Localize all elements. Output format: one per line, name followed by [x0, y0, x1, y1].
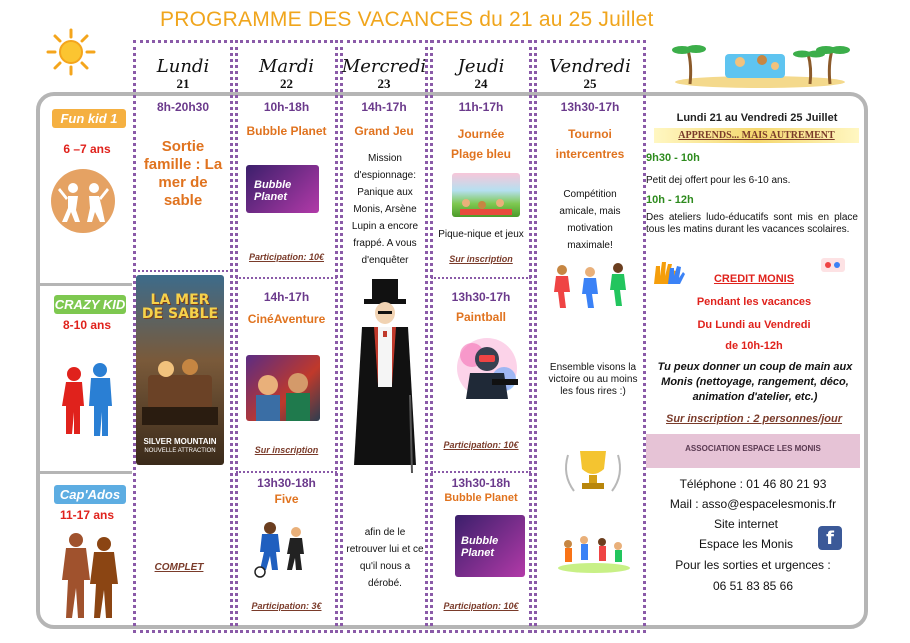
activity-name: Paintball [455, 310, 506, 324]
day-header: Jeudi [457, 56, 505, 77]
participation: Participation: 10€ [443, 601, 519, 611]
status-complet: COMPLET [154, 562, 204, 573]
image-bubble-planet [246, 165, 319, 213]
poster-subtitle2: NOUVELLE ATTRACTION [144, 448, 216, 454]
image-bubble-planet [455, 515, 525, 577]
participation: Participation: 10€ [443, 440, 519, 450]
time-slot: 13h30-18h [451, 476, 511, 490]
bubble-logo: Bubble Planet [461, 535, 499, 559]
time-slot: 14h-17h [263, 290, 310, 304]
poster-art [142, 345, 218, 425]
kids-jumping-icon [50, 168, 116, 234]
time-breakfast: 9h30 - 10h [646, 152, 700, 164]
assoc-banner [646, 434, 860, 468]
image-plage-bleu [452, 173, 520, 217]
participation: Sur inscription [254, 445, 319, 455]
urgences-label: Pour les sorties et urgences : [675, 558, 831, 572]
cell-separator [431, 471, 531, 473]
site-name: Espace les Monis [698, 537, 794, 551]
day-header: Lundi [156, 56, 210, 77]
activity-name: Tournoi intercentres [555, 127, 625, 161]
time-slot: 13h30-18h [257, 476, 316, 490]
teens-silhouette-icon [58, 530, 122, 622]
sun-icon [46, 28, 96, 76]
day-number: 25 [583, 76, 597, 91]
credit-line: Pendant les vacances [696, 296, 812, 308]
group-label-funkid: Fun kid 1 [52, 109, 126, 128]
activity-description: Pique-nique et jeux [438, 229, 524, 240]
participation: Participation: 3€ [251, 601, 322, 611]
day-header: Vendredi [549, 56, 631, 77]
credit-help-text: Tu peux donner un coup de main aux Monis (nettoyage, rangement, déco, animation d'atelier, etc.) [657, 361, 853, 403]
bubble-logo: Bubble Planet [254, 179, 292, 203]
day-number: 21 [176, 76, 190, 91]
group-ages: 11-17 ans [59, 508, 115, 522]
kids-running-icon [550, 262, 634, 312]
image-paintball [452, 335, 522, 401]
poster-subtitle: SILVER MOUNTAIN [143, 437, 217, 446]
facebook-icon[interactable]: f [818, 526, 842, 550]
email: Mail : asso@espacelesmonis.fr [669, 497, 837, 511]
day-header: Mardi [258, 56, 315, 77]
phone: Téléphone : 01 46 80 21 93 [679, 477, 827, 491]
trophy-icon [558, 445, 628, 495]
day-number: 22 [280, 76, 293, 91]
beach-palm-illustration [670, 40, 850, 88]
time-slot: 13h30-17h [451, 290, 511, 304]
activity-description: Mission d'espionnage: Panique aux Monis, Arsène Lupin a encore frappé. A vous d'enquêter [351, 153, 419, 266]
poster-mer-de-sable [136, 275, 224, 465]
day-number: 24 [474, 76, 488, 91]
time-slot: 10h-18h [263, 100, 310, 114]
activity-description: Ensemble visons la victoire ou au moins les fous rires :) [548, 362, 638, 397]
time-slot: 11h-17h [458, 100, 504, 114]
activity-name: Five [274, 492, 299, 506]
activity-name: Grand Jeu [354, 124, 414, 138]
activity-name: Sortie famille : La mer de sable [143, 138, 223, 209]
participation: Participation: 10€ [248, 252, 325, 262]
site-label: Site internet [713, 517, 779, 531]
breakfast-desc: Petit dej offert pour les 6-10 ans. [646, 175, 791, 186]
hands-small-icon [820, 256, 846, 274]
time-slot: 14h-17h [361, 100, 407, 114]
group-ages: 8-10 ans [62, 318, 112, 332]
soccer-players-icon [252, 520, 312, 578]
info-header: Lundi 21 au Vendredi 25 Juillet [676, 112, 838, 124]
ateliers-desc: Des ateliers ludo-éducatifs sont mis en place tous les matins durant les vacances scolaires. [646, 212, 858, 235]
page-title: PROGRAMME DES VACANCES du 21 au 25 Juillet [160, 8, 654, 31]
arsene-lupin-illustration [350, 275, 420, 475]
kids-silhouette-icon [58, 362, 118, 438]
cell-separator [431, 277, 531, 279]
row-separator [40, 283, 132, 286]
credit-monis-title: CREDIT MONIS [713, 273, 795, 285]
activity-description: Compétition amicale, mais motivation maximale! [559, 189, 621, 251]
row-separator [40, 471, 132, 474]
image-cine-aventure [246, 355, 320, 421]
activity-name: Journée Plage bleu [450, 127, 512, 161]
assoc-name: ASSOCIATION ESPACE LES MONIS [685, 444, 821, 453]
activity-name: Bubble Planet [246, 124, 327, 138]
cell-separator [134, 270, 232, 272]
time-slot: 8h-20h30 [156, 100, 210, 114]
group-kids-playing-icon [556, 522, 632, 574]
activity-description: afin de le retrouver lui et ce qu'il nous a dérobé. [346, 527, 424, 589]
group-label-capados: Cap'Ados [54, 485, 126, 504]
credit-line: de 10h-12h [725, 340, 783, 352]
time-slot: 13h30-17h [560, 100, 620, 114]
day-number: 23 [377, 76, 391, 91]
cell-separator [236, 471, 337, 473]
group-ages: 6 –7 ans [63, 142, 111, 156]
credit-inscription: Sur inscription : 2 personnes/jour [665, 413, 843, 425]
cell-separator [236, 277, 337, 279]
urgences-phone: 06 51 83 85 66 [712, 579, 794, 593]
time-ateliers: 10h - 12h [646, 194, 694, 206]
day-header: Mercredi [341, 56, 427, 77]
participation: Sur inscription [449, 254, 513, 264]
poster-title: LA MER DE SABLE [141, 292, 219, 322]
group-label-crazykid: CRAZY KID [54, 297, 126, 312]
credit-line: Du Lundi au Vendredi [697, 319, 811, 331]
activity-name: CinéAventure [247, 312, 326, 326]
activity-name: Bubble Planet [444, 492, 518, 504]
banner-apprends: APPRENDS... MAIS AUTREMENT [654, 128, 859, 143]
